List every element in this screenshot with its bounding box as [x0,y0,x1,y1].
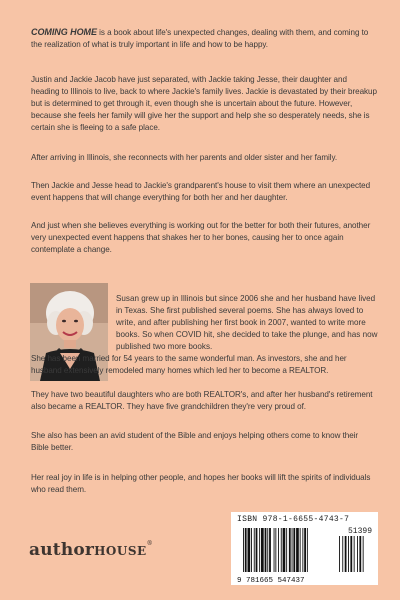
barcode-bar [304,528,306,572]
bio-paragraph-2: She has been married for 54 years to the same wonderful man. As investors, she and her husband extensively remodeled many homes which led her to become a REALTOR. [31,354,347,375]
barcode-addon-bar [345,536,347,572]
barcode-bar [245,528,247,572]
intro-paragraph [31,26,377,51]
barcode-bar [267,528,268,572]
registered-mark: ® [146,540,153,547]
barcode-bar [278,528,279,572]
barcode-bar [300,528,301,572]
barcode-bar [293,528,295,572]
bio-paragraph-1: Susan grew up in Illinois but since 2006 she and her husband have lived in Texas. She first published several poems. She has always loved to write, and after publishing her first book in 2007, wanted to write more books. So when COVID hit, she decided to take the plunge, and has now published two more books. [116,294,378,351]
barcode-bar [283,528,286,572]
bio-paragraph-3: They have two beautiful daughters who are both REALTOR's, and after her husband's retirement also became a REALTOR. They have five grandchildren they're very proud of. [31,390,373,411]
ean-digits: 9 781665 547437 [237,577,305,584]
barcode-addon-bar [348,536,349,572]
bio-paragraph-5: Her real joy in life is in helping other people, and hopes her books will lift the spirits of individuals who read them. [31,473,371,494]
barcode-bar [307,528,308,572]
barcode-addon-bar [339,536,340,572]
barcode-bar [251,528,252,572]
barcode-addon-bar [357,536,358,572]
barcode-bar [261,528,264,572]
barcode-addon-bar [363,536,364,572]
book-title: COMING HOME [31,27,97,37]
synopsis-paragraph-3: Then Jackie and Jesse head to Jackie's grandparent's house to visit them where an unexpected event happens that will change everything for both her and her daughter. [31,181,371,202]
barcode-addon-bar [359,536,361,572]
barcode-addon-bar [354,536,355,572]
barcode-bar [248,528,251,572]
synopsis-paragraph-2: After arriving in Illinois, she reconnects with her parents and older sister and her family. [31,153,338,162]
isbn-label: ISBN 978-1-6655-4743-7 [237,515,350,524]
barcode-bar [286,528,287,572]
publisher-logo-part2: HOUSE [94,544,147,558]
barcode-bar [292,528,293,572]
barcode-bar [243,528,244,572]
barcode-bar [256,528,258,572]
barcode-icon [235,526,374,584]
barcode-bar [281,528,282,572]
barcode-addon-bar [342,536,343,572]
barcode-bar [289,528,291,572]
isbn-barcode [231,512,378,585]
barcode-bar [296,528,299,572]
price-code: 51399 [347,527,372,536]
bio-paragraph-4: She also has been an avid student of the Bible and enjoys helping others come to know their Bible better. [31,431,359,452]
barcode-bar [275,528,276,572]
barcode-addon-bar [350,536,352,572]
barcode-bar [259,528,260,572]
barcode-bar [254,528,255,572]
barcode-bar [274,528,275,572]
publisher-logo-part1: author [29,540,95,560]
publisher-logo [29,540,153,560]
barcode-bar [265,528,267,572]
barcode-bar [269,528,271,572]
intro-text: is a book about life's unexpected changes, dealing with them, and coming to the realization of what is truly important in life and how to be happy. [31,28,369,49]
synopsis-paragraph-1: Justin and Jackie Jacob have just separated, with Jackie taking Jesse, their daughter and heading to Illinois to live, back to where Jackie's family lives. Jackie is devastated by their breakup but is determined to get through it, even though she is uncertain about the future. However, because she feels her family will give her the support and help she so desperately needs, she is certain she is fleeing to a safe place. [31,75,377,132]
synopsis-paragraph-4: And just when she believes everything is working out for the better for both their futures, another very unexpected event happens that shakes her to her bones, causing her to once again contemplate a change. [31,221,371,254]
barcode-bar [302,528,303,572]
